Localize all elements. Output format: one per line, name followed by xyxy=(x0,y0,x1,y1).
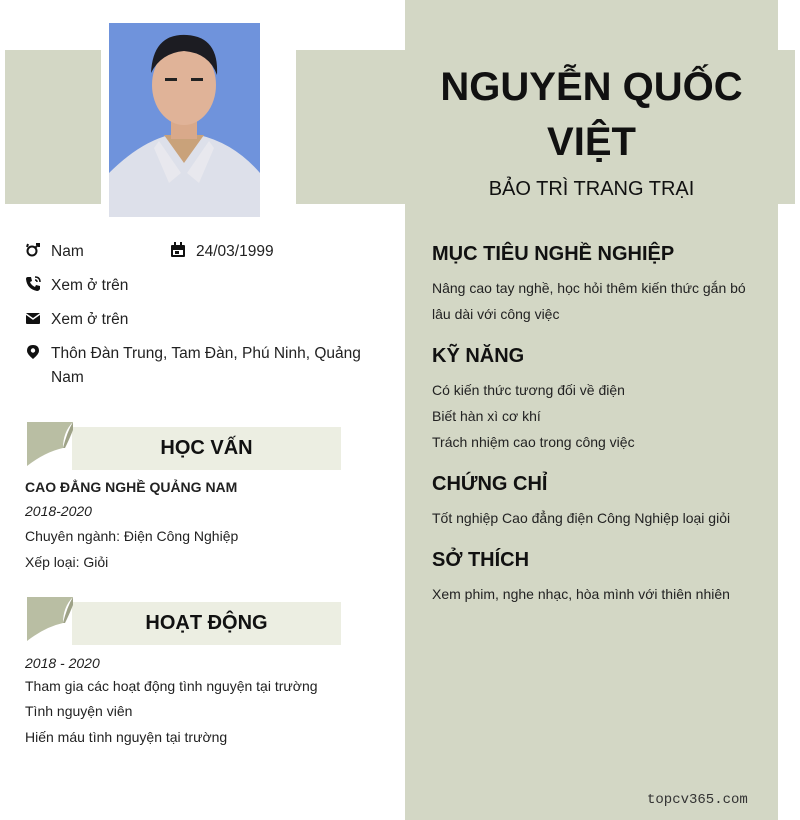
education-section-header xyxy=(25,427,341,470)
activities-title: HOẠT ĐỘNG xyxy=(145,612,268,634)
skills-title: KỸ NĂNG xyxy=(432,345,525,367)
folded-tab-decoration xyxy=(25,422,75,468)
header-band-right xyxy=(777,50,795,204)
phone-value: Xem ở trên xyxy=(51,277,129,294)
education-period: 2018-2020 xyxy=(25,503,92,519)
objective-title: MỤC TIÊU NGHỀ NGHIỆP xyxy=(432,243,675,265)
location-pin-icon xyxy=(25,344,41,360)
email-row xyxy=(25,308,128,332)
job-title: BẢO TRÌ TRANG TRẠI xyxy=(488,178,695,200)
email-value: Xem ở trên xyxy=(51,311,129,328)
education-title: HỌC VẤN xyxy=(160,437,253,459)
gender-row xyxy=(25,240,84,264)
address-value: Thôn Đàn Trung, Tam Đàn, Phú Ninh, Quảng Nam xyxy=(51,345,361,386)
skill-item: Có kiến thức tương đối về điện xyxy=(432,382,625,398)
calendar-icon xyxy=(170,242,186,258)
phone-row xyxy=(25,274,128,298)
address-row xyxy=(25,342,370,390)
hobbies-text: Xem phim, nghe nhạc, hòa mình với thiên nhiên xyxy=(432,586,730,602)
candidate-name: NGUYỄN QUỐC VIỆT xyxy=(440,65,743,164)
certificate-text: Tốt nghiệp Cao đẳng điện Công Nghiệp loại giỏi xyxy=(432,510,731,526)
objective-text: Nâng cao tay nghề, học hỏi thêm kiến thức gắn bó lâu dài với công việc xyxy=(432,280,746,322)
hobbies-title: SỞ THÍCH xyxy=(432,549,530,571)
activities-period: 2018 - 2020 xyxy=(25,655,100,671)
activity-item: Hiến máu tình nguyện tại trường xyxy=(25,729,228,745)
education-grade: Xếp loại: Giỏi xyxy=(25,554,109,570)
header-band-middle xyxy=(296,50,406,204)
gender-icon xyxy=(25,242,41,258)
activity-item: Tham gia các hoạt động tình nguyện tại trường xyxy=(25,678,318,694)
header-band-left xyxy=(5,50,101,204)
birthday-value: 24/03/1999 xyxy=(196,243,274,260)
certificates-title: CHỨNG CHỈ xyxy=(432,473,548,495)
activity-item: Tình nguyện viên xyxy=(25,703,133,719)
folded-tab-decoration xyxy=(25,597,75,643)
education-major: Chuyên ngành: Điện Công Nghiệp xyxy=(25,528,239,544)
envelope-icon xyxy=(25,310,41,326)
profile-photo xyxy=(109,23,260,217)
gender-value: Nam xyxy=(51,243,84,260)
phone-icon xyxy=(25,276,41,292)
skill-item: Biết hàn xì cơ khí xyxy=(432,408,541,424)
birthday-row xyxy=(170,240,274,264)
school-name: CAO ĐẲNG NGHỀ QUẢNG NAM xyxy=(25,479,238,495)
watermark-text: topcv365.com xyxy=(647,792,748,808)
activities-section-header xyxy=(25,602,341,645)
skill-item: Trách nhiệm cao trong công việc xyxy=(432,434,635,450)
